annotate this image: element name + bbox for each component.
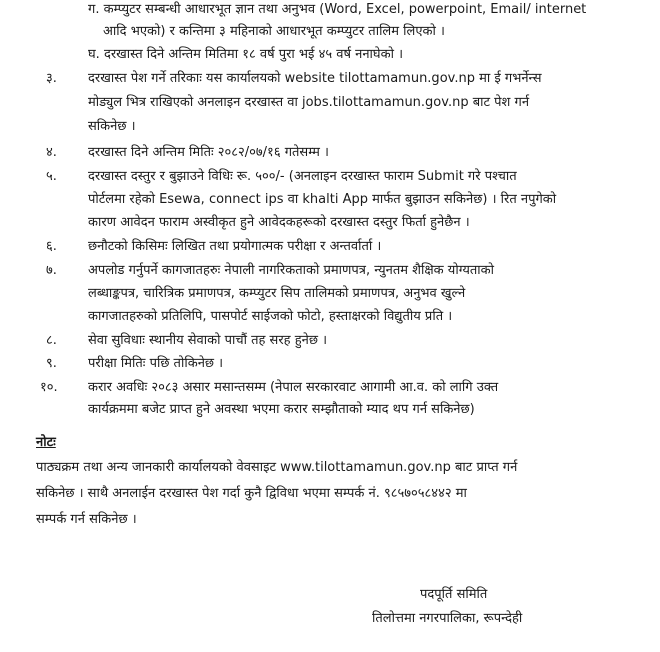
signature-municipality: तिलोत्तमा नगरपालिका, रूपन्देही: [372, 611, 523, 626]
item-10-line-2: कार्यक्रममा बजेट प्राप्त हुने अवस्था भएमा करार सम्झौताको म्याद थप गर्न सकिनेछ): [88, 402, 475, 417]
item-8-line-1: सेवा सुविधाः स्थानीय सेवाको पाचौं तह सरह हुनेछ ।: [88, 333, 327, 348]
item-9-line-1: परीक्षा मितिः पछि तोकिनेछ ।: [88, 356, 224, 371]
item-g-line-2: आदि भएको) र कन्तिमा ३ महिनाको आधारभूत कम्प्युटर तालिम लिएको ।: [103, 24, 445, 39]
item-10-line-1: करार अवधिः २०८३ असार मसान्तसम्म (नेपाल सरकारवाट आगामी आ.व. को लागि उक्त: [88, 380, 499, 395]
item-4-number: ४.: [46, 145, 57, 160]
item-5-line-3: कारण आवेदन फाराम अस्वीकृत हुने आवेदकहरूको दरखास्त दस्तुर फिर्ता हुनेछैन ।: [88, 215, 470, 230]
item-7-number: ७.: [46, 263, 57, 278]
note-line-1: पाठ्यक्रम तथा अन्य जानकारी कार्यालयको वेवसाइट www.tilottamamun.gov.np बाट प्राप्त गर्न: [36, 460, 518, 475]
item-6-number: ६.: [46, 239, 57, 254]
item-3-line-2: मोड्युल भित्र राखिएको अनलाइन दरखास्त वा jobs.tilottamamun.gov.np बाट पेश गर्न: [88, 95, 530, 110]
item-7-line-2: लब्धाङ्कपत्र, चारित्रिक प्रमाणपत्र, कम्प्युटर सिप तालिमको प्रमाणपत्र, अनुभव खुल्ने: [88, 286, 466, 301]
item-5-line-2: पोर्टलमा रहेको Esewa, connect ips वा khalti App मार्फत बुझाउन सकिनेछ) । रित नपुगेको: [88, 192, 557, 207]
signature-committee: पदपूर्ति समिति: [420, 587, 488, 602]
note-heading: नोटः: [36, 435, 56, 450]
item-gh-line-1: घ. दरखास्त दिने अन्तिम मितिमा १८ वर्ष पुरा भई ४५ वर्ष ननाघेको ।: [88, 47, 403, 62]
item-6-line-1: छनौटको किसिमः लिखित तथा प्रयोगात्मक परीक्षा र अन्तर्वार्ता ।: [88, 239, 382, 254]
item-9-number: ९.: [46, 356, 57, 371]
item-g-line-1: ग. कम्प्युटर सम्बन्धी आधारभूत ज्ञान तथा अनुभव (Word, Excel, powerpoint, Email/ internet: [88, 2, 587, 17]
note-line-3: सम्पर्क गर्न सकिनेछ ।: [36, 512, 137, 527]
note-line-2: सकिनेछ । साथै अनलाईन दरखास्त पेश गर्दा कुनै द्विविधा भएमा सम्पर्क नं. ९८५७०५८४४२ मा: [36, 486, 467, 501]
item-7-line-1: अपलोड गर्नुपर्ने कागजातहरुः नेपाली नागरिकताको प्रमाणपत्र, न्युनतम शैक्षिक योग्यताको: [88, 263, 495, 278]
item-5-line-1: दरखास्त दस्तुर र बुझाउने विधिः रू. ५००/- (अनलाइन दरखास्त फाराम Submit गरे पश्चात: [88, 169, 517, 184]
item-3-line-3: सकिनेछ ।: [88, 119, 136, 134]
item-8-number: ८.: [46, 333, 57, 348]
item-4-line-1: दरखास्त दिने अन्तिम मितिः २०८२/०७/१६ गतेसम्म ।: [88, 145, 329, 160]
item-7-line-3: कागजातहरुको प्रतिलिपि, पासपोर्ट साईजको फोटो, हस्ताक्षरको विद्युतीय प्रति ।: [88, 309, 453, 324]
item-3-number: ३.: [46, 71, 57, 86]
item-3-line-1: दरखास्त पेश गर्ने तरिकाः यस कार्यालयको website tilottamamun.gov.np मा ई गभर्नेन्स: [88, 71, 542, 86]
item-5-number: ५.: [46, 169, 57, 184]
item-10-number: १०.: [40, 380, 58, 395]
